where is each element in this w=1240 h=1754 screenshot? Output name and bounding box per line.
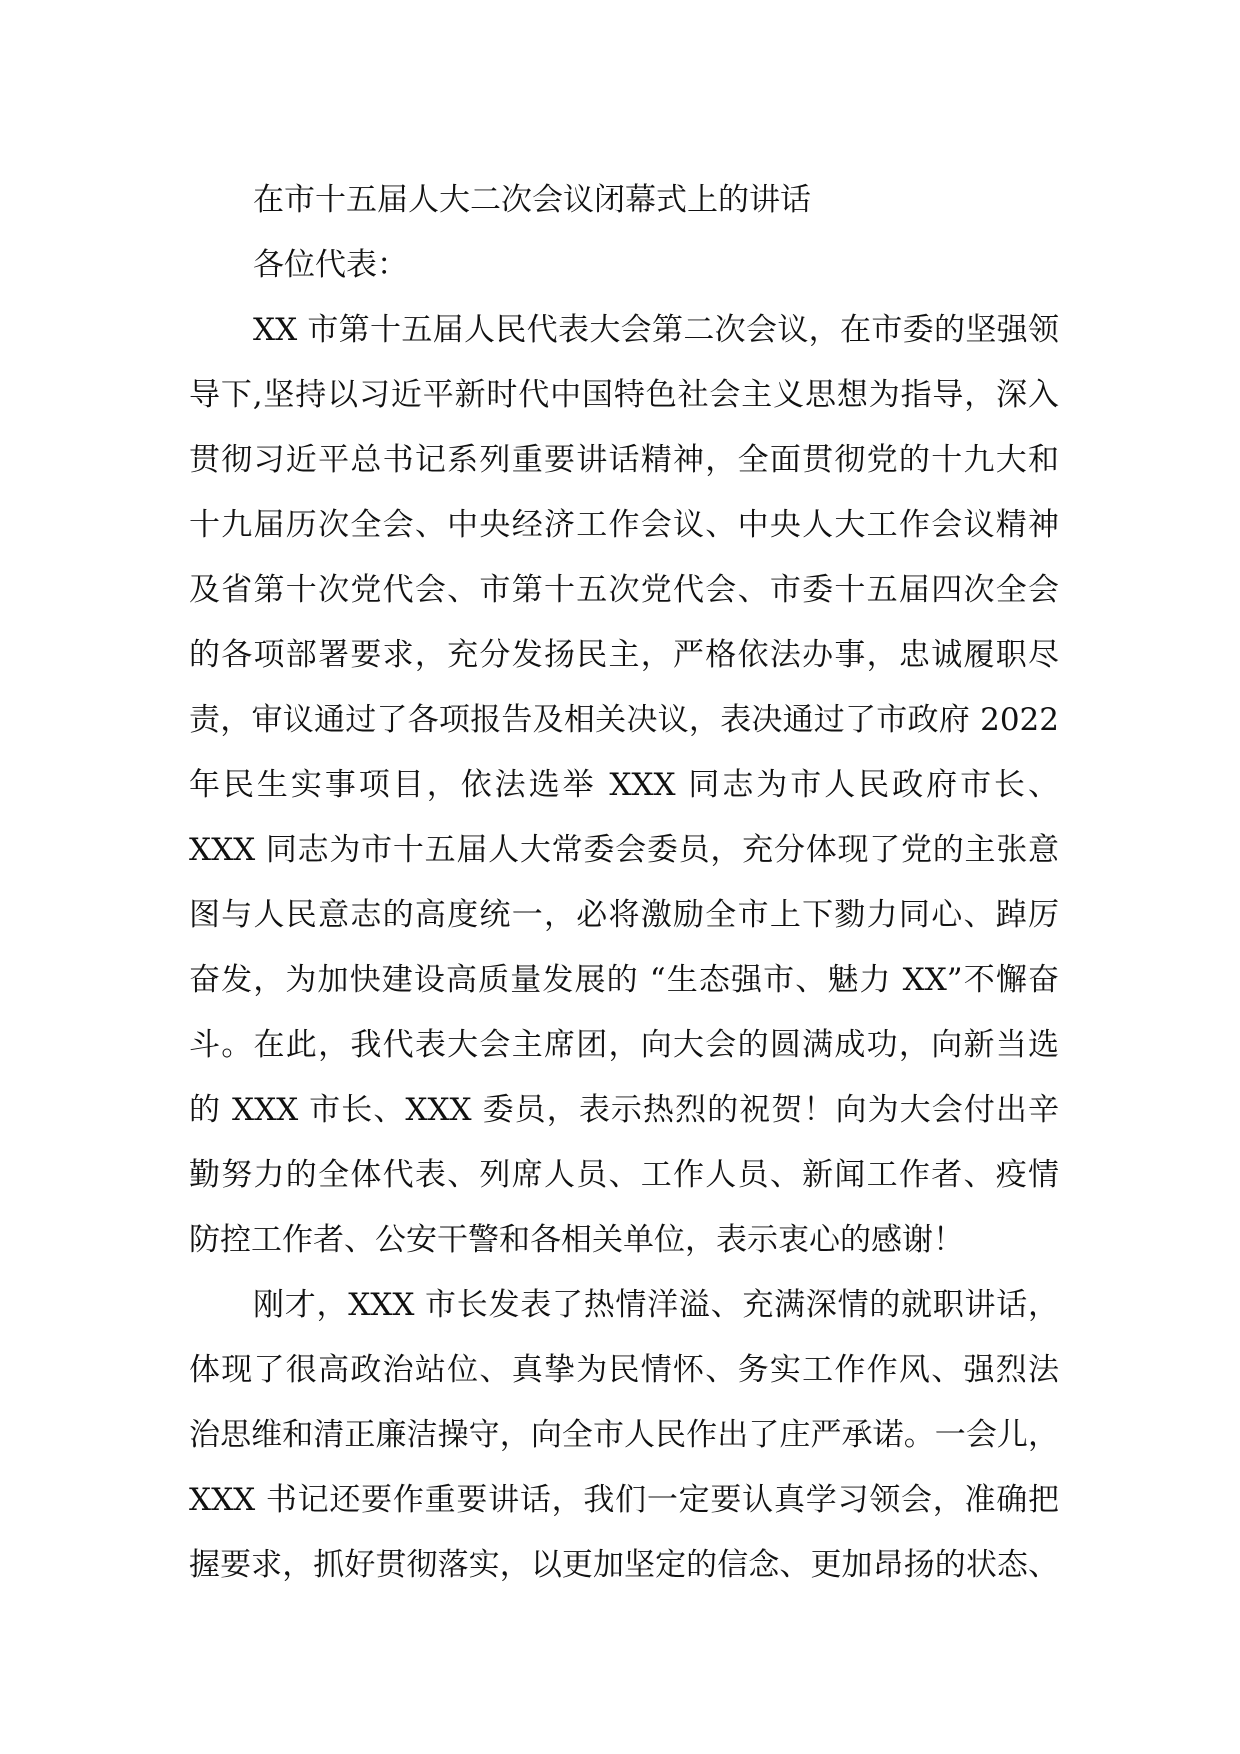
paragraph-line: 及省第十次党代会、市第十五次党代会、市委十五届四次全会: [189, 572, 1059, 608]
paragraph-line: 握要求，抓好贯彻落实，以更加坚定的信念、更加昂扬的状态、: [189, 1547, 1059, 1583]
paragraph-line: 贯彻习近平总书记系列重要讲话精神，全面贯彻党的十九大和: [189, 442, 1059, 478]
paragraph-line: 的各项部署要求，充分发扬民主，严格依法办事，忠诚履职尽: [189, 637, 1059, 673]
paragraph-line: 图与人民意志的高度统一，必将激励全市上下勠力同心、踔厉: [189, 897, 1059, 933]
paragraph-line: 防控工作者、公安干警和各相关单位，表示衷心的感谢！: [189, 1222, 964, 1258]
paragraph-line: 导下,坚持以习近平新时代中国特色社会主义思想为指导，深入: [189, 377, 1059, 413]
paragraph-line: 年民生实事项目，依法选举 XXX 同志为市人民政府市长、: [189, 767, 1059, 803]
paragraph-line: XXX 同志为市十五届人大常委会委员，充分体现了党的主张意: [189, 832, 1059, 868]
paragraph-line: 刚才，XXX 市长发表了热情洋溢、充满深情的就职讲话，: [253, 1287, 1059, 1323]
document-title: 在市十五届人大二次会议闭幕式上的讲话: [253, 182, 811, 218]
paragraph-line: 奋发，为加快建设高质量发展的 “生态强市、魅力 XX”不懈奋: [189, 962, 1059, 998]
paragraph-line: 的 XXX 市长、XXX 委员，表示热烈的祝贺！向为大会付出辛: [189, 1092, 1059, 1128]
paragraph-line: 责，审议通过了各项报告及相关决议，表决通过了市政府 2022: [189, 702, 1059, 738]
paragraph-line: 体现了很高政治站位、真挚为民情怀、务实工作作风、强烈法: [189, 1352, 1059, 1388]
speech-text: [189, 168, 1059, 1598]
paragraph-line: XXX 书记还要作重要讲话，我们一定要认真学习领会，准确把: [189, 1482, 1059, 1518]
paragraph-line: 十九届历次全会、中央经济工作会议、中央人大工作会议精神: [189, 507, 1059, 543]
paragraph-line: 斗。在此，我代表大会主席团，向大会的圆满成功，向新当选: [189, 1027, 1059, 1063]
salutation: 各位代表：: [253, 247, 408, 283]
paragraph-line: XX 市第十五届人民代表大会第二次会议，在市委的坚强领: [253, 312, 1059, 348]
paragraph-line: 治思维和清正廉洁操守，向全市人民作出了庄严承诺。一会儿，: [189, 1417, 1059, 1453]
paragraph-line: 勤努力的全体代表、列席人员、工作人员、新闻工作者、疫情: [189, 1157, 1059, 1193]
